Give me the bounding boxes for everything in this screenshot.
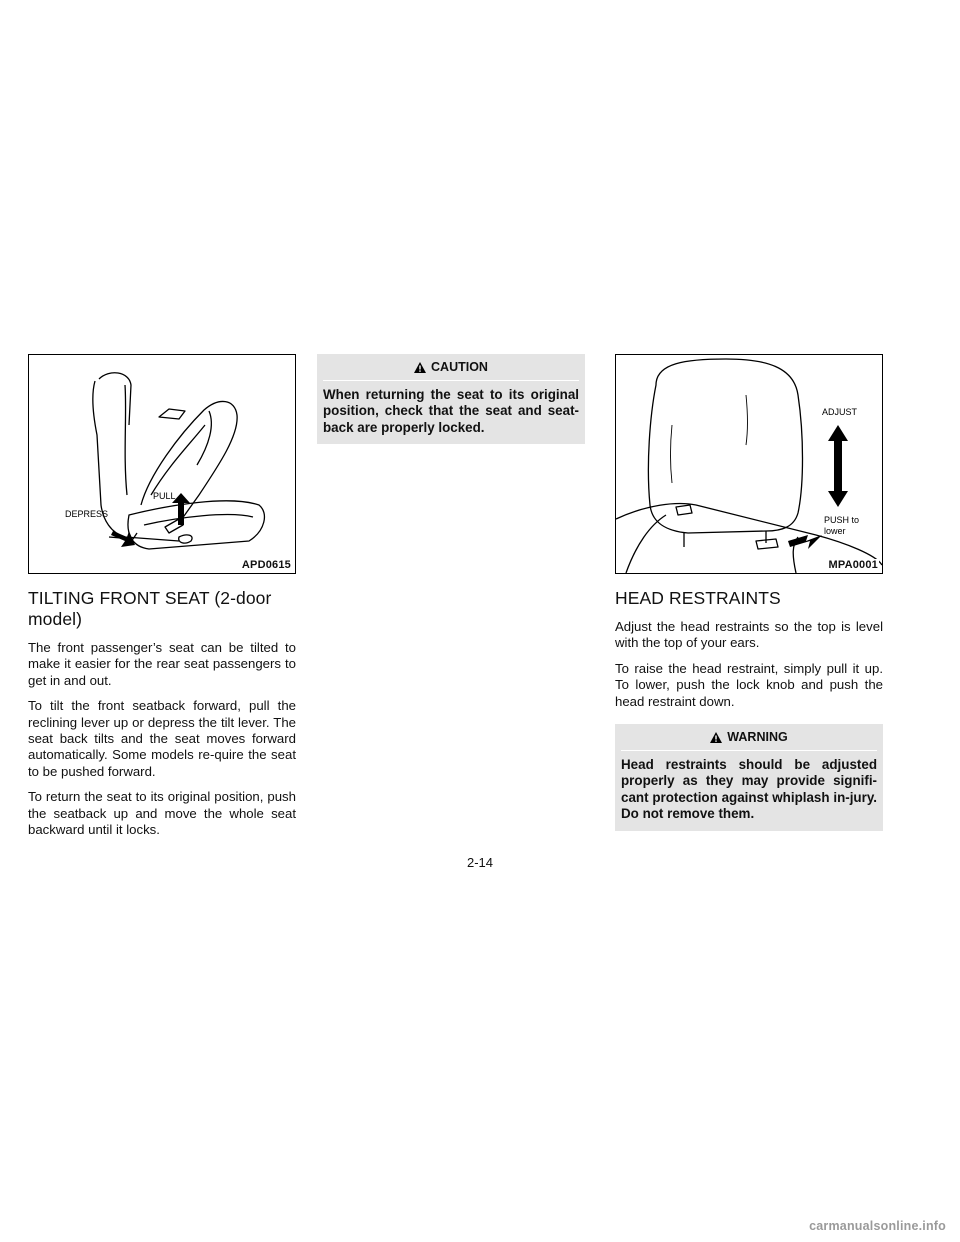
push-label-line2: lower: [824, 526, 846, 536]
figure-code: APD0615: [241, 559, 291, 571]
seat-tilt-illustration: [29, 355, 295, 573]
warning-title: WARNING: [727, 730, 788, 745]
caution-header: [323, 358, 579, 380]
right-column: [615, 354, 883, 831]
page-number: 2-14: [466, 855, 494, 870]
warning-triangle-icon: [414, 362, 426, 376]
figure-code: MPA0001: [828, 559, 878, 571]
depress-label: DEPRESS: [65, 509, 109, 519]
paragraph: Adjust the head restraints so the top is level with the top of your ears.: [615, 619, 883, 651]
adjust-label: ADJUST: [822, 407, 858, 417]
warning-box: [615, 724, 883, 831]
section-heading-tilting-seat: TILTING FRONT SEAT (2-door model): [28, 588, 272, 629]
head-restraint-figure: [615, 354, 883, 574]
caution-text: When returning the seat to its original position, check that the seat and seat-back are properly locked.: [323, 380, 579, 436]
seat-tilt-figure: [28, 354, 296, 574]
warning-triangle-icon: [710, 732, 722, 746]
paragraph: To raise the head restraint, simply pull it up. To lower, push the lock knob and push the head restraint down.: [615, 660, 883, 709]
left-column: [28, 354, 296, 847]
head-restraint-illustration: [616, 355, 882, 573]
push-label-line1: PUSH to: [824, 515, 860, 525]
watermark: carmanualsonline.info: [809, 1219, 946, 1233]
paragraph: To return the seat to its original position, push the seatback up and move the whole seat backward until it locks.: [28, 789, 296, 838]
section-heading-head-restraints: HEAD RESTRAINTS: [615, 588, 781, 608]
middle-column: [317, 354, 585, 444]
paragraph: To tilt the front seatback forward, pull the reclining lever up or depress the tilt lever. The seat back tilts and the seat moves forward automatically. Some models re-quire the seat to be pushed forward.: [28, 698, 296, 779]
warning-text: Head restraints should be adjusted properly as they may provide signifi-cant protection against whiplash in-jury. Do not remove them.: [621, 750, 877, 823]
pull-label: PULL: [153, 491, 176, 501]
caution-box: [317, 354, 585, 444]
warning-header: [621, 728, 877, 750]
paragraph: The front passenger’s seat can be tilted to make it easier for the rear seat passengers to get in and out.: [28, 640, 296, 688]
caution-title: CAUTION: [431, 360, 488, 374]
